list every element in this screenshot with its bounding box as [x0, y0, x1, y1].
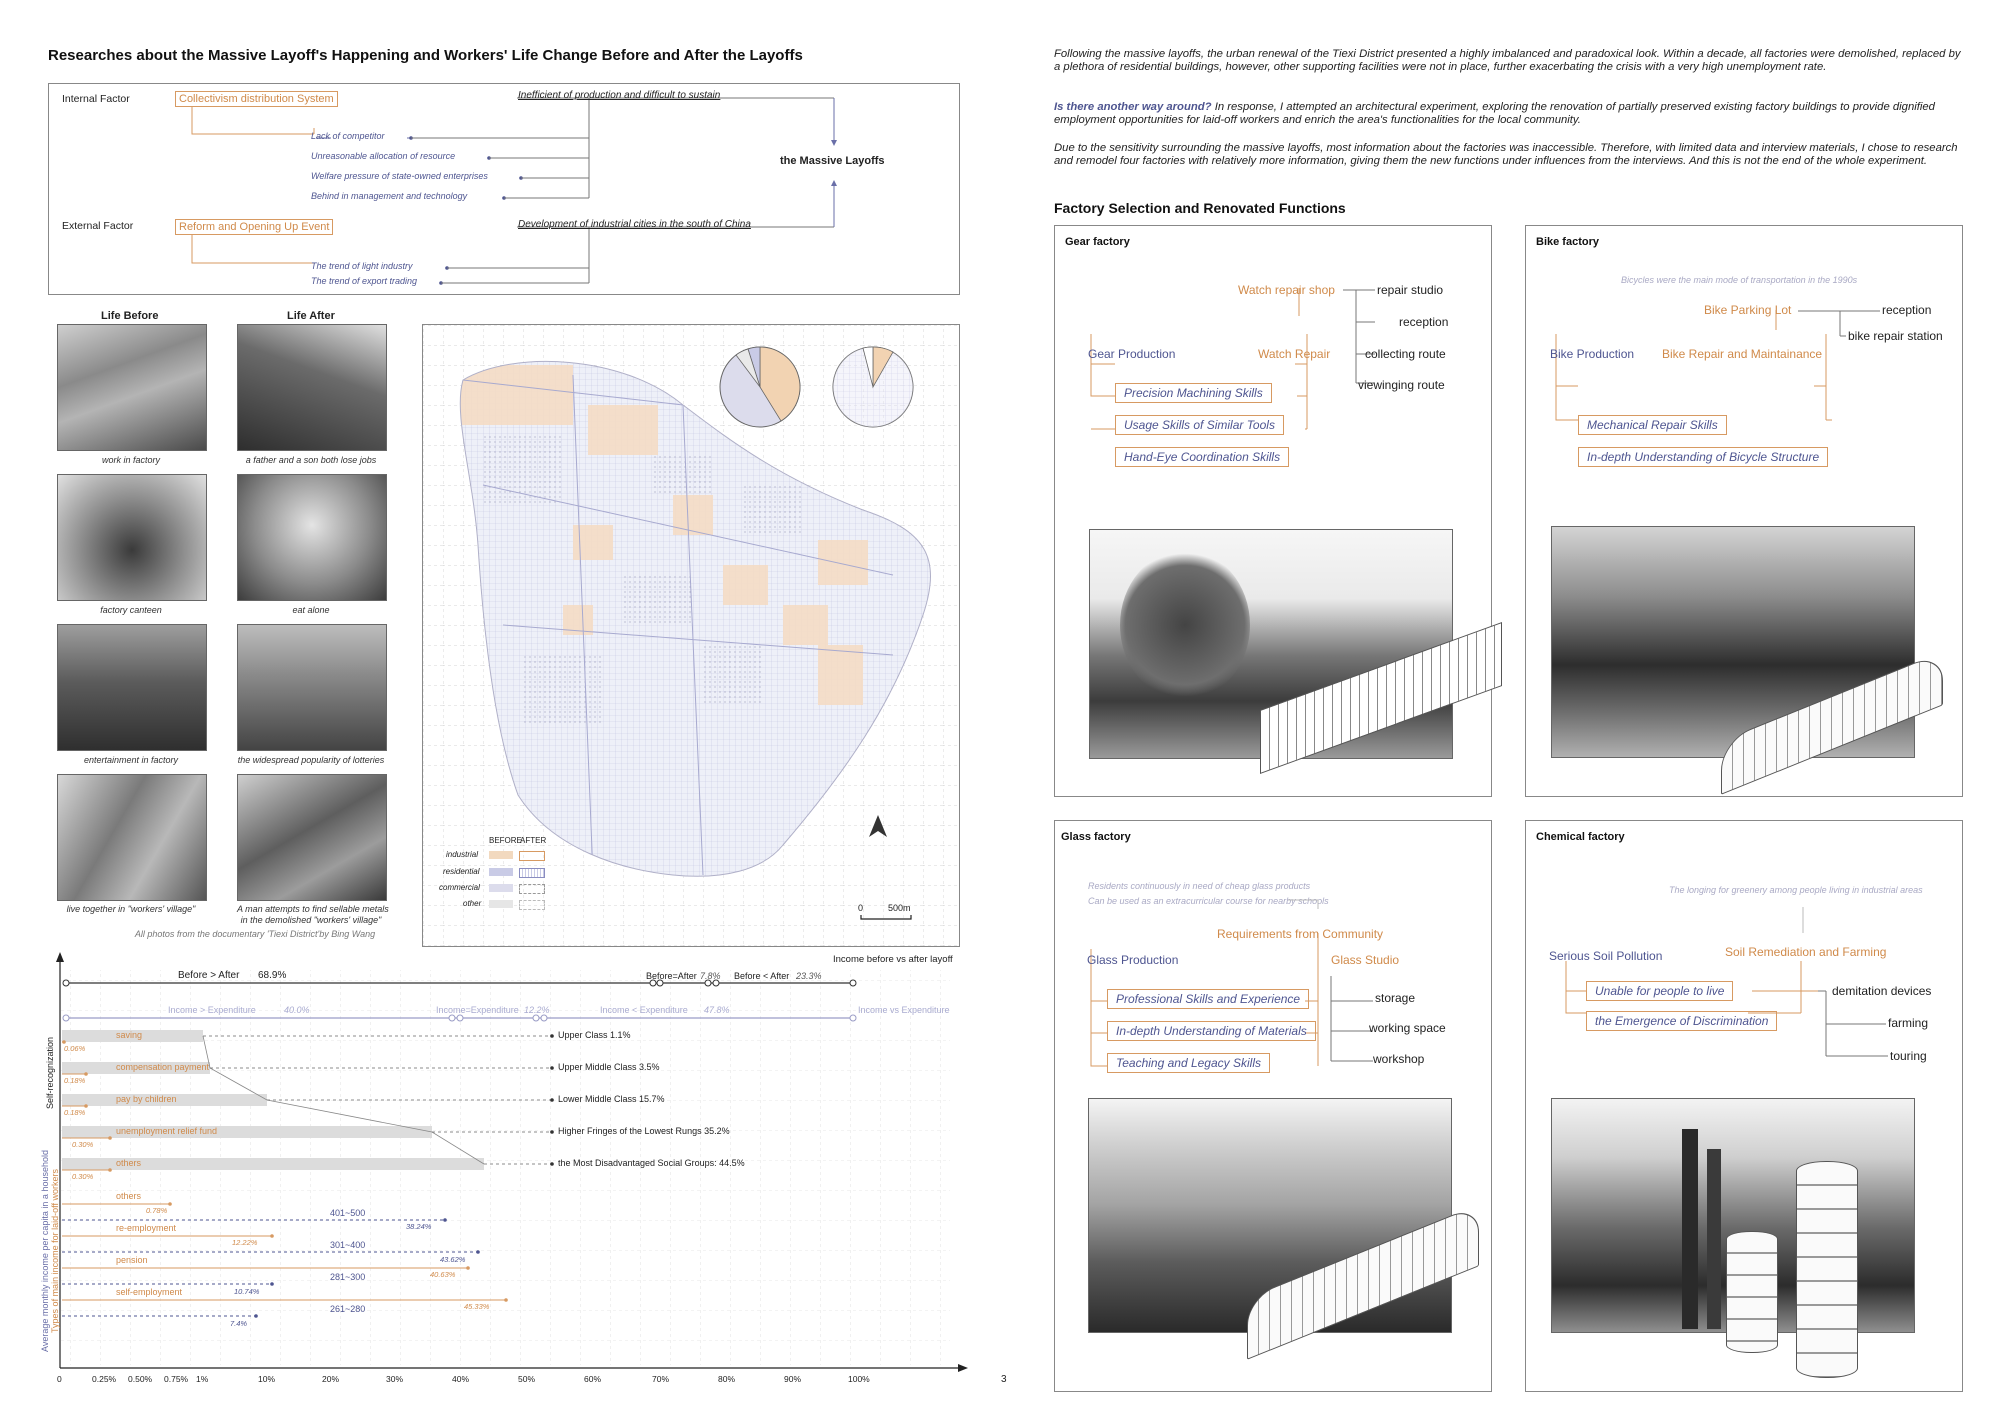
- inc-exp-gt-value: 40.0%: [284, 1005, 310, 1015]
- gear-function-3: collecting route: [1365, 347, 1446, 361]
- less-label: Before < After: [734, 971, 790, 981]
- bike-factory-panel: [1525, 225, 1963, 797]
- pie-before: [720, 347, 800, 427]
- range-261-280-value: 7.4%: [230, 1319, 248, 1328]
- pie-after: [833, 347, 913, 427]
- bike-skill-2: In-depth Understanding of Bicycle Structure: [1578, 447, 1828, 467]
- photo-credit: All photos from the documentary 'Tiexi District'by Bing Wang: [134, 929, 376, 939]
- source-self-employment: self-employment: [116, 1287, 183, 1297]
- bike-skill-1: Mechanical Repair Skills: [1578, 415, 1727, 435]
- legend-before: BEFORE: [489, 836, 522, 845]
- intro-question: Is there another way around?: [1054, 101, 1212, 113]
- y-axis-label-income: Average monthly income per capita in a household: [40, 1150, 50, 1352]
- chemical-issue-1: Unable for people to live: [1586, 981, 1733, 1001]
- massive-layoffs-label: the Massive Layoffs: [780, 155, 885, 167]
- glass-skill-1: Professional Skills and Experience: [1107, 989, 1309, 1009]
- source-others-1-value: 0.30%: [72, 1172, 94, 1181]
- bike-factory-title: Bike factory: [1536, 236, 1599, 248]
- legend-swatch-industrial-before: [489, 851, 513, 859]
- range-301-400: 301~400: [330, 1240, 366, 1250]
- range-401-500-value: 38.24%: [406, 1222, 432, 1231]
- internal-factor-label: Internal Factor: [62, 93, 130, 105]
- chemical-tower-model: [1796, 1161, 1858, 1378]
- less-value: 23.3%: [796, 971, 822, 981]
- caption-work-in-factory: work in factory: [101, 455, 161, 465]
- caption-factory-canteen: factory canteen: [100, 605, 162, 615]
- source-reemployment-value: 12.22%: [232, 1238, 258, 1247]
- legend-residential: residential: [443, 867, 480, 876]
- glass-factory-panel: [1054, 820, 1492, 1392]
- factor-diagram: [48, 83, 960, 295]
- chemical-remediation: Soil Remediation and Farming: [1725, 945, 1887, 959]
- x-tick-14: 100%: [848, 1374, 870, 1384]
- photo-eat-alone: [237, 474, 387, 601]
- photo-workers-village: [57, 774, 207, 901]
- gear-function-4: viewinging route: [1358, 378, 1445, 392]
- source-others-2: others: [116, 1191, 142, 1201]
- internal-item-2: Unreasonable allocation of resource: [311, 151, 456, 161]
- scale-label: 500m: [888, 903, 911, 913]
- legend-swatch-other-before: [489, 900, 513, 908]
- source-children: pay by children: [116, 1094, 177, 1104]
- caption-sellable-metals-2: in the demolished "workers' village": [240, 915, 382, 925]
- chemical-note: The longing for greenery among people living in industrial areas: [1669, 885, 1923, 895]
- inc-vs-exp: Income vs Expenditure: [858, 1005, 950, 1015]
- bike-function-2: bike repair station: [1848, 329, 1943, 343]
- chemical-tower-model-2: [1726, 1231, 1778, 1353]
- source-compensation-value: 0.18%: [64, 1076, 86, 1085]
- gear-factory-title: Gear factory: [1065, 236, 1130, 248]
- x-tick-8: 40%: [452, 1374, 470, 1384]
- source-children-value: 0.18%: [64, 1108, 86, 1117]
- x-tick-11: 70%: [652, 1374, 670, 1384]
- life-after-header: Life After: [287, 310, 335, 322]
- inc-exp-eq-value: 12.2%: [524, 1005, 550, 1015]
- source-relief-fund: unemployment relief fund: [116, 1126, 218, 1136]
- class-most-disadvantaged: the Most Disadvantaged Social Groups: 44.5%: [558, 1158, 745, 1168]
- class-upper-middle: Upper Middle Class 3.5%: [558, 1062, 660, 1072]
- photo-father-son: [237, 324, 387, 451]
- source-saving-value: 0.06%: [64, 1044, 86, 1053]
- source-compensation: compensation payment: [116, 1062, 210, 1072]
- equal-value: 7.8%: [700, 971, 721, 981]
- bike-lot: Bike Parking Lot: [1704, 303, 1792, 317]
- source-pension: pension: [116, 1255, 148, 1265]
- legend-swatch-other-after: [519, 900, 545, 910]
- class-higher-fringes: Higher Fringes of the Lowest Rungs 35.2%: [558, 1126, 730, 1136]
- glass-origin: Glass Production: [1087, 953, 1179, 967]
- caption-entertainment: entertainment in factory: [83, 755, 179, 765]
- photo-sellable-metals: [237, 774, 387, 901]
- gear-skill-1: Precision Machining Skills: [1115, 383, 1272, 403]
- internal-item-3: Welfare pressure of state-owned enterprises: [311, 171, 488, 181]
- chemical-factory-panel: [1525, 820, 1963, 1392]
- scale-zero: 0: [858, 903, 864, 913]
- inc-exp-lt: Income < Expenditure: [600, 1005, 688, 1015]
- gear-tree: [1120, 550, 1250, 700]
- x-tick-7: 30%: [386, 1374, 404, 1384]
- external-factor-label: External Factor: [62, 220, 134, 232]
- life-before-header: Life Before: [101, 310, 159, 322]
- source-others-2-value: 0.78%: [146, 1206, 168, 1215]
- glass-note-1: Residents continuously in need of cheap glass products: [1088, 881, 1311, 891]
- factor-diagram-lines: [49, 84, 959, 294]
- caption-father-son: a father and a son both lose jobs: [245, 455, 377, 465]
- source-others-1: others: [116, 1158, 142, 1168]
- x-tick-4: 1%: [196, 1374, 209, 1384]
- external-event-box: Reform and Opening Up Event: [175, 219, 333, 235]
- left-page-title: Researches about the Massive Layoff's Happening and Workers' Life Change Before and After the Layoffs: [48, 47, 803, 64]
- legend-swatch-commercial-before: [489, 884, 513, 892]
- photo-entertainment: [57, 624, 207, 751]
- before-after-value: 68.9%: [258, 970, 287, 981]
- chart-header: Income before vs after layoff: [833, 954, 953, 965]
- caption-workers-village: live together in "workers' village": [66, 904, 196, 914]
- glass-skill-2: In-depth Understanding of Materials: [1107, 1021, 1316, 1041]
- source-pension-value: 40.63%: [430, 1270, 456, 1279]
- x-tick-6: 20%: [322, 1374, 340, 1384]
- x-tick-10: 60%: [584, 1374, 602, 1384]
- legend-swatch-residential-after: [519, 868, 545, 878]
- chemical-function-2: farming: [1888, 1016, 1929, 1030]
- chemical-chimney-2: [1707, 1149, 1721, 1329]
- legend-industrial: industrial: [446, 850, 479, 859]
- internal-item-4: Behind in management and technology: [311, 191, 468, 201]
- intro-paragraph-3: Due to the sensitivity surrounding the massive layoffs, most information about the factories was inaccessible. Therefore, with limited data and interview materials, I chose to research and remodel four factories with relatively more information, giving them the new functions under influences from the interviews. And this is not the end of the whole experiment.: [1054, 142, 1958, 167]
- x-tick-13: 90%: [784, 1374, 802, 1384]
- external-item-2: The trend of export trading: [311, 276, 418, 286]
- intro-paragraph-2: [1054, 101, 1964, 126]
- chemical-issue-2: the Emergence of Discrimination: [1586, 1011, 1777, 1031]
- range-281-300: 281~300: [330, 1272, 366, 1282]
- glass-skill-3: Teaching and Legacy Skills: [1107, 1053, 1270, 1073]
- x-tick-3: 0.75%: [164, 1374, 189, 1384]
- source-saving: saving: [116, 1030, 143, 1040]
- photo-work-in-factory: [57, 324, 207, 451]
- photo-factory-canteen: [57, 474, 207, 601]
- gear-factory-panel: [1054, 225, 1492, 797]
- gear-repair: Watch Repair: [1258, 347, 1331, 361]
- x-tick-12: 80%: [718, 1374, 736, 1384]
- class-upper: Upper Class 1.1%: [558, 1030, 631, 1040]
- intro-paragraph-1: Following the massive layoffs, the urban renewal of the Tiexi District presented a highly imbalanced and paradoxical look. Within a decade, all factories were demolished, replaced by a plethora of residential buildings, however, other supporting facilities were not in place, further exacerbating the crisis with a very high unemployment rate.: [1054, 48, 1961, 73]
- bike-function-1: reception: [1882, 303, 1932, 317]
- chemical-chimney-1: [1682, 1129, 1698, 1329]
- y-axis-label-types: Types of main income for laid-off workers: [50, 1169, 60, 1333]
- legend-after: AFTER: [520, 836, 547, 845]
- external-result: Development of industrial cities in the south of China: [518, 219, 751, 230]
- class-lower-middle: Lower Middle Class 15.7%: [558, 1094, 665, 1104]
- bike-repair: Bike Repair and Maintainance: [1662, 347, 1823, 361]
- x-tick-1: 0.25%: [92, 1374, 117, 1384]
- gear-function-1: repair studio: [1377, 283, 1444, 297]
- inc-exp-lt-value: 47.8%: [704, 1005, 730, 1015]
- caption-sellable-metals-1: A man attempts to find sellable metals: [237, 904, 389, 914]
- income-chart: [40, 950, 970, 1390]
- chemical-origin: Serious Soil Pollution: [1549, 949, 1663, 963]
- range-301-400-value: 43.62%: [440, 1255, 466, 1264]
- photo-lotteries: [237, 624, 387, 751]
- income-chart-svg: [40, 950, 970, 1390]
- external-item-1: The trend of light industry: [311, 261, 413, 271]
- caption-lotteries: the widespread popularity of lotteries: [237, 755, 385, 765]
- glass-studio: Glass Studio: [1331, 953, 1400, 967]
- self-recognition-axis-label: Self-recognization: [45, 1036, 55, 1110]
- chemical-function-3: touring: [1890, 1049, 1927, 1063]
- gear-skill-2: Usage Skills of Similar Tools: [1115, 415, 1284, 435]
- caption-eat-alone: eat alone: [292, 605, 330, 615]
- gear-function-2: reception: [1399, 315, 1449, 329]
- gear-skill-3: Hand-Eye Coordination Skills: [1115, 447, 1289, 467]
- source-self-employment-value: 45.33%: [464, 1302, 490, 1311]
- glass-factory-title: Glass factory: [1061, 831, 1131, 843]
- x-tick-9: 50%: [518, 1374, 536, 1384]
- chemical-factory-title: Chemical factory: [1536, 831, 1625, 843]
- legend-swatch-commercial-after: [519, 884, 545, 894]
- legend-commercial: commercial: [439, 883, 480, 892]
- inc-exp-gt: Income > Expenditure: [168, 1005, 256, 1015]
- equal-label: Before=After: [646, 971, 697, 981]
- chemical-function-1: demitation devices: [1832, 984, 1932, 998]
- x-tick-2: 0.50%: [128, 1374, 153, 1384]
- bike-origin: Bike Production: [1550, 347, 1635, 361]
- glass-requirement: Requirements from Community: [1217, 927, 1384, 941]
- gear-shop: Watch repair shop: [1238, 283, 1335, 297]
- glass-function-3: workshop: [1373, 1052, 1425, 1066]
- glass-note-2: Can be used as an extracurricular course for nearby schools: [1088, 896, 1329, 906]
- x-tick-5: 10%: [258, 1374, 276, 1384]
- legend-other: other: [463, 899, 482, 908]
- bike-note: Bicycles were the main mode of transportation in the 1990s: [1621, 275, 1858, 285]
- glass-function-2: working space: [1369, 1021, 1446, 1035]
- section-title: Factory Selection and Renovated Functions: [1054, 200, 1346, 216]
- internal-result: Inefficient of production and difficult to sustain: [518, 90, 721, 101]
- legend-swatch-residential-before: [489, 868, 513, 876]
- internal-item-1: Lack of competitor: [311, 131, 385, 141]
- range-281-300-value: 10.74%: [234, 1287, 260, 1296]
- source-relief-fund-value: 0.30%: [72, 1140, 94, 1149]
- land-use-map: [422, 324, 960, 947]
- gear-origin: Gear Production: [1088, 347, 1176, 361]
- range-401-500: 401~500: [330, 1208, 366, 1218]
- legend-swatch-industrial-after: [519, 851, 545, 861]
- x-tick-0: 0: [57, 1374, 62, 1384]
- intro-paragraph-2-text: In response, I attempted an architectural experiment, exploring the renovation of partially preserved existing factory buildings to provide dignified employment opportunities for laid-off workers and enrich the area's functionalities for the local community.: [1054, 101, 1935, 126]
- source-reemployment: re-employment: [116, 1223, 177, 1233]
- inc-exp-eq: Income=Expenditure: [436, 1005, 519, 1015]
- range-261-280: 261~280: [330, 1304, 366, 1314]
- page-number: 3: [1001, 1374, 1007, 1385]
- internal-event-box: Collectivism distribution System: [175, 91, 338, 107]
- glass-function-1: storage: [1375, 991, 1416, 1005]
- before-after-label: Before > After: [178, 970, 240, 981]
